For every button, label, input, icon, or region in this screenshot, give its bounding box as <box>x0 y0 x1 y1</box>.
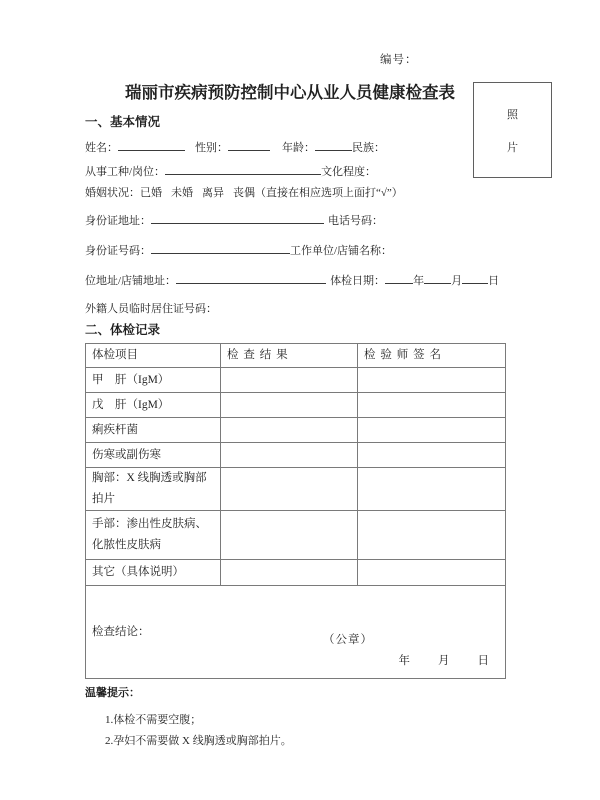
signature-cell <box>358 418 506 443</box>
table-row-other <box>86 560 506 586</box>
signature-cell <box>358 443 506 468</box>
name-blank-underline <box>118 139 185 151</box>
education-label: 文化程度： <box>321 166 377 178</box>
line-unit-address-exam-date <box>85 272 515 286</box>
tip-item-1: 1.体检不需要空腹； <box>105 714 202 726</box>
photo-box-char-1: 照 <box>507 108 518 121</box>
exam-result-cell <box>221 443 358 468</box>
conclusion-label: 检查结论： <box>92 625 150 638</box>
photo-box-char-2: 片 <box>507 141 518 154</box>
line-occupation-education <box>85 163 515 177</box>
exam-date-label: 体检日期： <box>330 275 386 287</box>
section-heading-basic-info: 一、基本情况 <box>85 115 161 129</box>
age-blank-underline <box>315 139 352 151</box>
line-name-gender-age-ethnicity <box>85 139 515 153</box>
tip-item-2: 2.孕妇不需要做 X 线胸透或胸部拍片。 <box>105 735 292 747</box>
foreign-id-label: 外籍人员临时居住证号码： <box>85 303 217 315</box>
exam-record-table <box>85 343 506 679</box>
table-row-hand-skin-disease <box>86 511 506 560</box>
marital-note: （直接在相应选项上面打“√”） <box>255 187 403 199</box>
ethnicity-label: 民族： <box>352 142 385 154</box>
exam-item-label: 其它（具体说明） <box>86 560 221 586</box>
exam-date-day-label: 日 <box>488 275 500 287</box>
line-id-address-phone <box>85 212 515 226</box>
id-address-label: 身份证地址： <box>85 215 151 227</box>
gender-blank-underline <box>228 139 270 151</box>
header-exam-item: 体检项目 <box>86 344 221 368</box>
conclusion-cell <box>86 586 506 679</box>
gender-label: 性别： <box>195 142 228 154</box>
section-heading-exam-record: 二、体检记录 <box>85 323 161 337</box>
tips-section <box>85 686 292 748</box>
table-row-hepatitis-a <box>86 368 506 393</box>
conclusion-date-day: 日 <box>477 655 489 667</box>
id-address-blank-underline <box>151 212 324 224</box>
line-marital-status <box>85 186 515 200</box>
exam-result-cell <box>221 368 358 393</box>
unit-address-blank-underline <box>176 272 326 284</box>
line-id-number-workplace <box>85 242 515 256</box>
exam-item-label: 甲 肝（IgM） <box>86 368 221 393</box>
age-label: 年龄： <box>282 142 315 154</box>
marital-option-widowed: 丧偶 <box>233 187 255 199</box>
conclusion-date <box>399 651 490 672</box>
exam-result-cell <box>221 511 358 560</box>
phone-label: 电话号码： <box>328 215 383 227</box>
marital-option-divorced: 离异 <box>202 187 224 199</box>
marital-option-unmarried: 未婚 <box>171 187 193 199</box>
exam-date-month-label: 月 <box>451 275 463 287</box>
exam-result-cell <box>221 418 358 443</box>
exam-result-cell <box>221 560 358 586</box>
signature-cell <box>358 393 506 418</box>
table-row-chest-xray <box>86 468 506 511</box>
serial-number-label: 编号： <box>380 54 418 66</box>
exam-item-label: 戊 肝（IgM） <box>86 393 221 418</box>
exam-date-year-label: 年 <box>413 275 425 287</box>
page-title: 瑞丽市疾病预防控制中心从业人员健康检查表 <box>125 83 455 102</box>
id-number-label: 身份证号码： <box>85 245 151 257</box>
table-row-typhoid <box>86 443 506 468</box>
signature-cell <box>358 560 506 586</box>
exam-item-label: 痢疾杆菌 <box>86 418 221 443</box>
form-body <box>85 113 515 679</box>
table-row-dysentery-bacillus <box>86 418 506 443</box>
occupation-blank-underline <box>165 163 321 175</box>
id-number-blank-underline <box>151 242 290 254</box>
signature-cell <box>358 368 506 393</box>
exam-date-day-blank <box>462 272 488 284</box>
exam-result-cell <box>221 468 358 511</box>
conclusion-date-month: 月 <box>438 655 450 667</box>
marital-label: 婚姻状况： <box>85 187 140 199</box>
line-foreign-id <box>85 302 515 316</box>
tips-heading: 温馨提示： <box>85 687 140 699</box>
table-row-conclusion <box>86 586 506 679</box>
signature-cell <box>358 511 506 560</box>
signature-cell <box>358 468 506 511</box>
exam-item-label: 手部：渗出性皮肤病、化脓性皮肤病 <box>86 511 221 560</box>
official-seal-label: （公章） <box>323 634 373 646</box>
exam-result-cell <box>221 393 358 418</box>
unit-address-label: 位地址/店铺地址： <box>85 275 177 287</box>
marital-option-married: 已婚 <box>140 187 162 199</box>
name-label: 姓名： <box>85 142 118 154</box>
table-header-row <box>86 344 506 368</box>
exam-date-year-blank <box>385 272 413 284</box>
header-inspector-signature: 检 验 师 签 名 <box>358 344 506 368</box>
table-row-hepatitis-e <box>86 393 506 418</box>
exam-item-label: 伤寒或副伤寒 <box>86 443 221 468</box>
conclusion-date-year: 年 <box>398 655 410 667</box>
occupation-label: 从事工种/岗位： <box>85 166 166 178</box>
exam-item-label: 胸部：X 线胸透或胸部拍片 <box>86 468 221 511</box>
exam-date-month-blank <box>424 272 451 284</box>
workplace-label: 工作单位/店铺名称： <box>290 245 393 257</box>
header-exam-result: 检 查 结 果 <box>221 344 358 368</box>
